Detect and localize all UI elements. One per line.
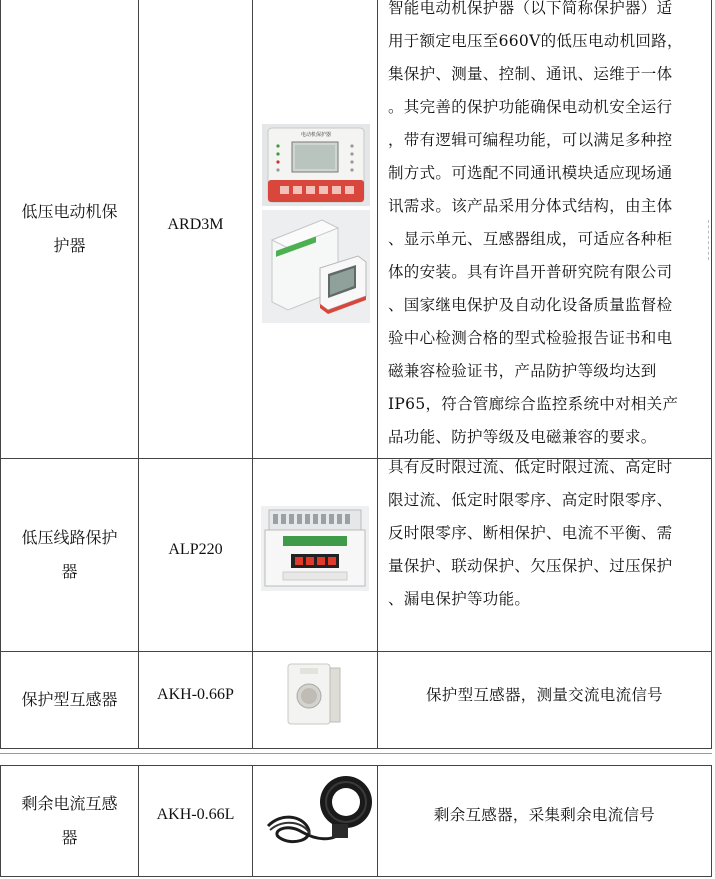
description-line: ，带有逻辑可编程功能，可以满足多种控 xyxy=(388,131,673,149)
ard3m-display-unit-image xyxy=(262,124,370,206)
description-lines xyxy=(388,0,683,454)
description-line: 体的安装。具有许昌开普研究院有限公司 xyxy=(388,263,673,281)
product-description xyxy=(378,0,711,458)
table-row xyxy=(1,652,138,748)
description-line: 、显示单元、互感器组成，可适应各种柜 xyxy=(388,230,673,248)
description-line: 制方式。可选配不同通讯模块适应现场通 xyxy=(388,164,673,182)
col-divider xyxy=(252,0,253,749)
product-model: ALP220 xyxy=(168,541,223,558)
description-line: 智能电动机保护器（以下简称保护器）适 xyxy=(388,0,673,17)
row-divider xyxy=(0,748,712,749)
product-name: 剩余电流互感器 xyxy=(21,794,118,847)
product-name: 保护型互感器 xyxy=(21,690,118,709)
product-name: 低压电动机保护器 xyxy=(21,202,118,255)
description-line: 、漏电保护等功能。 xyxy=(388,590,531,608)
akh-066l-transformer-image xyxy=(262,772,372,856)
alp220-device-image xyxy=(261,506,369,591)
description-line: 反时限零序、断相保护、电流不平衡、需 xyxy=(388,524,673,542)
product-description: 保护型互感器，测量交流电流信号 xyxy=(425,685,663,704)
product-model: AKH-0.66L xyxy=(156,806,235,823)
row-gap-line xyxy=(0,753,712,754)
description-line: 具有反时限过流、低定时限过流、高定时 xyxy=(388,458,673,476)
col-divider xyxy=(252,765,253,877)
description-line: 磁兼容检验证书，产品防护等级均达到 xyxy=(388,362,657,380)
description-line: 、国家继电保护及自动化设备质量监督检 xyxy=(388,296,673,314)
description-line: 讯需求。该产品采用分体式结构，由主体 xyxy=(388,197,673,215)
table-row xyxy=(1,766,138,876)
table-row xyxy=(1,459,138,651)
table-bottom-border xyxy=(0,876,712,877)
description-line: 验中心检测合格的型式检验报告证书和电 xyxy=(388,329,673,347)
description-line: 用于额定电压至660V的低压电动机回路， xyxy=(388,32,683,50)
table-row xyxy=(1,0,138,458)
margin-marker xyxy=(708,220,715,260)
col-border-right xyxy=(711,765,712,877)
product-description xyxy=(378,451,711,651)
description-line: 集保护、测量、控制、通讯、运维于一体 xyxy=(388,65,673,83)
panel-title: 电动机保护器 xyxy=(300,132,332,138)
col-border-right xyxy=(711,0,712,749)
product-description: 剩余互感器，采集剩余电流信号 xyxy=(433,805,656,824)
description-line: 。其完善的保护功能确保电动机安全运行 xyxy=(388,98,673,116)
description-line: 品功能、防护等级及电磁兼容的要求。 xyxy=(388,428,657,446)
description-line: IP65，符合管廊综合监控系统中对相关产 xyxy=(388,395,679,413)
description-lines xyxy=(388,451,672,616)
product-name: 低压线路保护器 xyxy=(21,528,118,581)
product-model: AKH-0.66P xyxy=(157,686,234,703)
product-model: ARD3M xyxy=(167,216,224,233)
description-line: 量保护、联动保护、欠压保护、过压保护 xyxy=(388,557,673,575)
ard3m-main-unit-image xyxy=(262,210,370,323)
description-line: 限过流、低定时限零序、高定时限零序、 xyxy=(388,491,673,509)
akh-066p-transformer-image xyxy=(282,660,344,730)
